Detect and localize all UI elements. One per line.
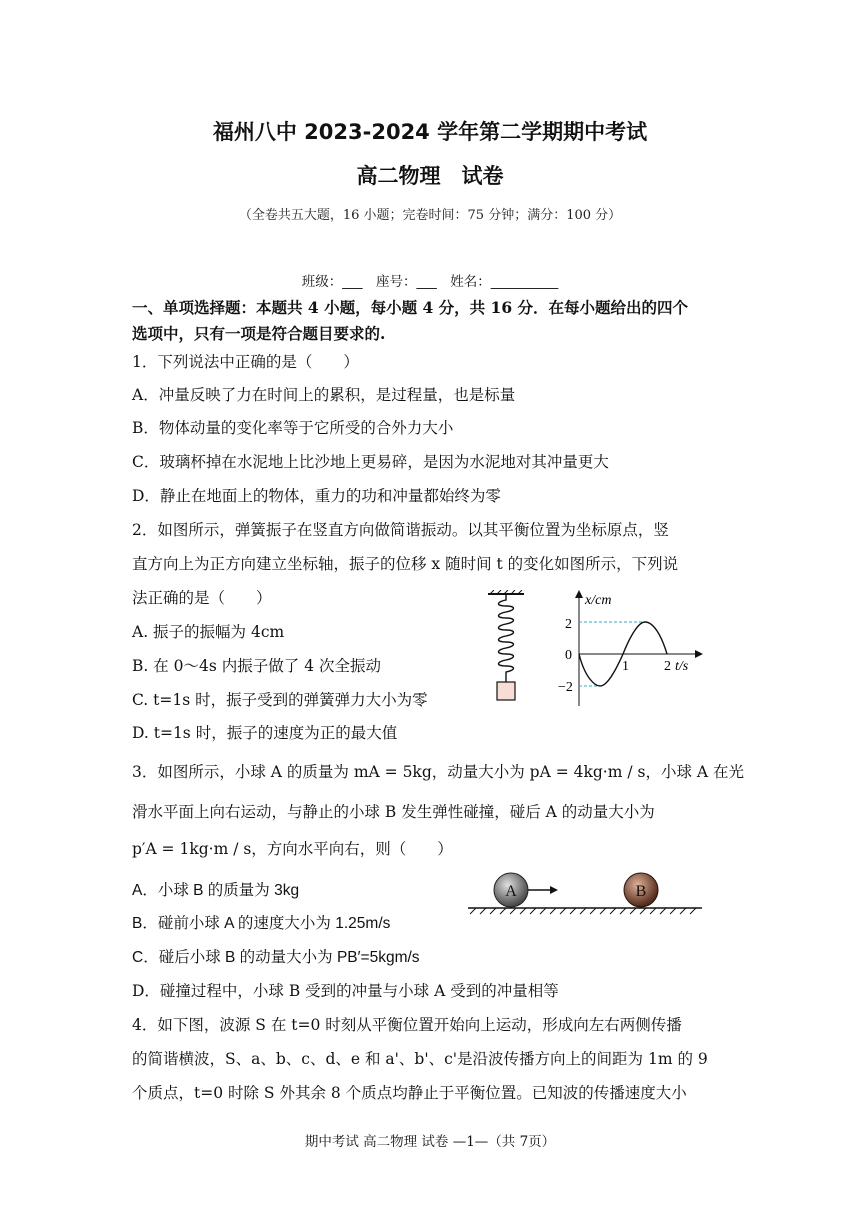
exam-title: 福州八中 2023-2024 学年第二学期期中考试 — [212, 120, 648, 144]
x-tick-2: 2 — [664, 659, 671, 674]
q4-stem-line3: 个质点，t=0 时除 S 外其余 8 个质点均静止于平衡位置。已知波的传播速度大小 — [132, 1084, 687, 1102]
y-axis-arrow-icon — [575, 590, 583, 598]
spring-ceiling — [488, 590, 524, 594]
y-tick-bottom: −2 — [558, 680, 573, 695]
q1-option-c: C．玻璃杯掉在水泥地上比沙地上更易碎，是因为水泥地对其冲量更大 — [132, 453, 609, 471]
velocity-arrow-head-icon — [550, 886, 558, 894]
q3-option-b: B．碰前小球 A 的速度大小为 1.25m/s — [132, 915, 391, 932]
exam-subtitle: 高二物理 试卷 — [356, 164, 504, 188]
q3-stem-line3: p′A = 1kg·m / s，方向水平向右，则（ ） — [132, 840, 453, 858]
y-tick-top: 2 — [565, 617, 572, 632]
spring-oscillator-figure — [482, 590, 532, 710]
q3-option-a: A．小球 B 的质量为 3kg — [132, 882, 300, 899]
page-footer: 期中考试 高二物理 试卷 —1—（共 7页） — [304, 1134, 556, 1150]
q2-stem-line2: 直方向上为正方向建立坐标轴，振子的位移 x 随时间 t 的变化如图所示，下列说 — [132, 555, 679, 573]
y-axis-label: x/cm — [585, 593, 612, 608]
ball-b-label: B — [635, 883, 647, 900]
displacement-time-graph — [545, 588, 715, 710]
q2-stem-line3: 法正确的是（ ） — [132, 589, 272, 607]
spring-coil — [499, 594, 514, 682]
q4-stem-line1: 4．如下图，波源 S 在 t=0 时刻从平衡位置开始向上运动，形成向左右两侧传播 — [132, 1016, 682, 1034]
student-info: 班级：___ 座号：___ 姓名：__________ — [301, 274, 559, 290]
q1-option-b: B．物体动量的变化率等于它所受的合外力大小 — [132, 419, 454, 437]
q1-stem: 1．下列说法中正确的是（ ） — [132, 353, 359, 371]
section-heading-line2: 选项中，只有一项是符合题目要求的. — [132, 324, 386, 343]
q1-option-a: A．冲量反映了力在时间上的累积，是过程量，也是标量 — [132, 386, 516, 404]
q2-option-c: C. t=1s 时，振子受到的弹簧弹力大小为零 — [132, 691, 428, 709]
q3-stem-line1: 3．如图所示，小球 A 的质量为 mA = 5kg，动量大小为 pA = 4kg·m / s，小球 A 在光 — [132, 763, 745, 781]
q3-option-c: C．碰后小球 B 的动量大小为 PB′=5kgm/s — [132, 949, 420, 966]
x-tick-1: 1 — [622, 659, 629, 674]
q3-option-d: D．碰撞过程中，小球 B 受到的冲量与小球 A 受到的冲量相等 — [132, 982, 559, 1000]
section-heading-line1: 一、单项选择题：本题共 4 小题，每小题 4 分，共 16 分．在每小题给出的四个 — [132, 298, 689, 317]
q2-option-b: B. 在 0～4s 内振子做了 4 次全振动 — [132, 657, 381, 675]
collision-figure — [466, 868, 706, 924]
q3-stem-line2: 滑水平面上向右运动，与静止的小球 B 发生弹性碰撞，碰后 A 的动量大小为 — [132, 803, 655, 821]
ground-hatch — [470, 908, 696, 914]
q2-stem-line1: 2．如图所示，弹簧振子在竖直方向做简谐振动。以其平衡位置为坐标原点，竖 — [132, 521, 669, 539]
x-axis-arrow-icon — [695, 650, 703, 658]
q2-option-a: A. 振子的振幅为 4cm — [132, 623, 285, 641]
origin-label: 0 — [565, 648, 572, 663]
q1-option-d: D．静止在地面上的物体，重力的功和冲量都始终为零 — [132, 487, 501, 505]
q2-option-d: D. t=1s 时，振子的速度为正的最大值 — [132, 724, 398, 742]
q4-stem-line2: 的简谐横波，S、a、b、c、d、e 和 a'、b'、c'是沿波传播方向上的间距为 1m 的 9 — [132, 1050, 708, 1068]
exam-note: （全卷共五大题，16 小题；完卷时间：75 分钟；满分：100 分） — [238, 208, 622, 223]
x-axis-label: t/s — [675, 659, 689, 674]
ball-a-label: A — [505, 883, 517, 900]
spring-mass-block — [497, 682, 515, 700]
